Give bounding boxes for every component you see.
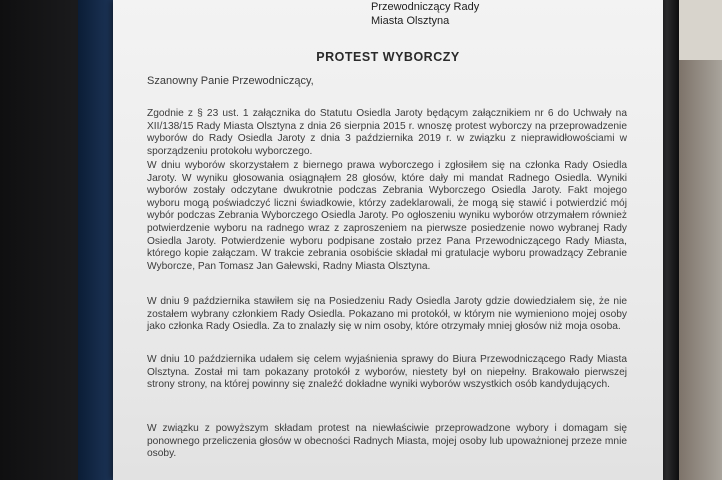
paragraph-1: Zgodnie z § 23 ust. 1 załącznika do Statutu Osiedla Jaroty będącym załącznikiem nr 6 do Uchwały na XII/138/15 Rady Miasta Olsztyna z dnia 26 sierpnia 2015 r. wnoszę protest wyborczy na przeprowadzenie wyborów do Rady Osiedla Jaroty z dnia 3 października 2019 r. w związku z nieprawidłowościami w sporządzeniu protokołu wyborczego.	[147, 108, 627, 157]
recipient-line-1: Przewodniczący Rady	[371, 1, 480, 13]
paragraph-5: W związku z powyższym składam protest na niewłaściwie przeprowadzone wybory i domagam się ponownego przeliczenia głosów w obecności Radnych Miasta, mojej osoby lub upoważnionej przeze mnie osoby.	[147, 423, 627, 460]
letter-recipient	[371, 0, 479, 28]
paragraph-3: W dniu 9 października stawiłem się na Posiedzeniu Rady Osiedla Jaroty gdzie dowiedziałem się, że nie zostałem wybrany członkiem Rady Osiedla. Pokazano mi protokół, w którym nie wymieniono mojej osoby jako członka Rady Osiedla. Za to znalazły się w nim osoby, które otrzymały mniej głosów niż moja osoba.	[147, 296, 627, 333]
letter-salutation: Szanowny Panie Przewodniczący,	[147, 75, 314, 87]
letter-title: PROTEST WYBORCZY	[316, 50, 460, 64]
paragraph-2: W dniu wyborów skorzystałem z biernego prawa wyborczego i zgłosiłem się na członka Rady Osiedla Jaroty. W wyniku głosowania osiągnąłem 28 głosów, które dały mi mandat Radnego Osiedla. Wyniki wyborów zostały odczytane dwukrotnie podczas Zebrania Wyborczego Osiedla Jaroty. Fakt mojego wyboru mogą poświadczyć liczni świadkowie, którzy zadeklarowali, że mogą się stawić i potwierdzić mój wybór podczas Zebrania Wyborczego Osiedla Jaroty. Po ogłoszeniu wyniku wyborów otrzymałem również potwierdzenie wyboru na radnego wraz z zaproszeniem na pierwsze posiedzenie nowo wybranej Rady Osiedla Jaroty. Potwierdzenie wyboru podpisane zostało przez Pana Przewodniczącego Rady Miasta, którego kopie załączam. W trakcie zebrania osobiście składał mi gratulacje wyboru prowadzący Zebranie Wyborcze, Pan Tomasz Jan Gałewski, Radny Miasta Olsztyna.	[147, 160, 627, 272]
paragraph-4: W dniu 10 października udałem się celem wyjaśnienia sprawy do Biura Przewodniczącego Rady Miasta Olsztyna. Został mi tam pokazany protokół z wyborów, niestety był on niepełny. Brakowało pierwszej strony strony, na której powinny się znaleźć dokładne wyniki wyborów wszystkich osób kandydujących.	[147, 354, 627, 391]
recipient-line-2: Miasta Olsztyna	[371, 15, 450, 27]
letter-sheet	[113, 0, 663, 480]
